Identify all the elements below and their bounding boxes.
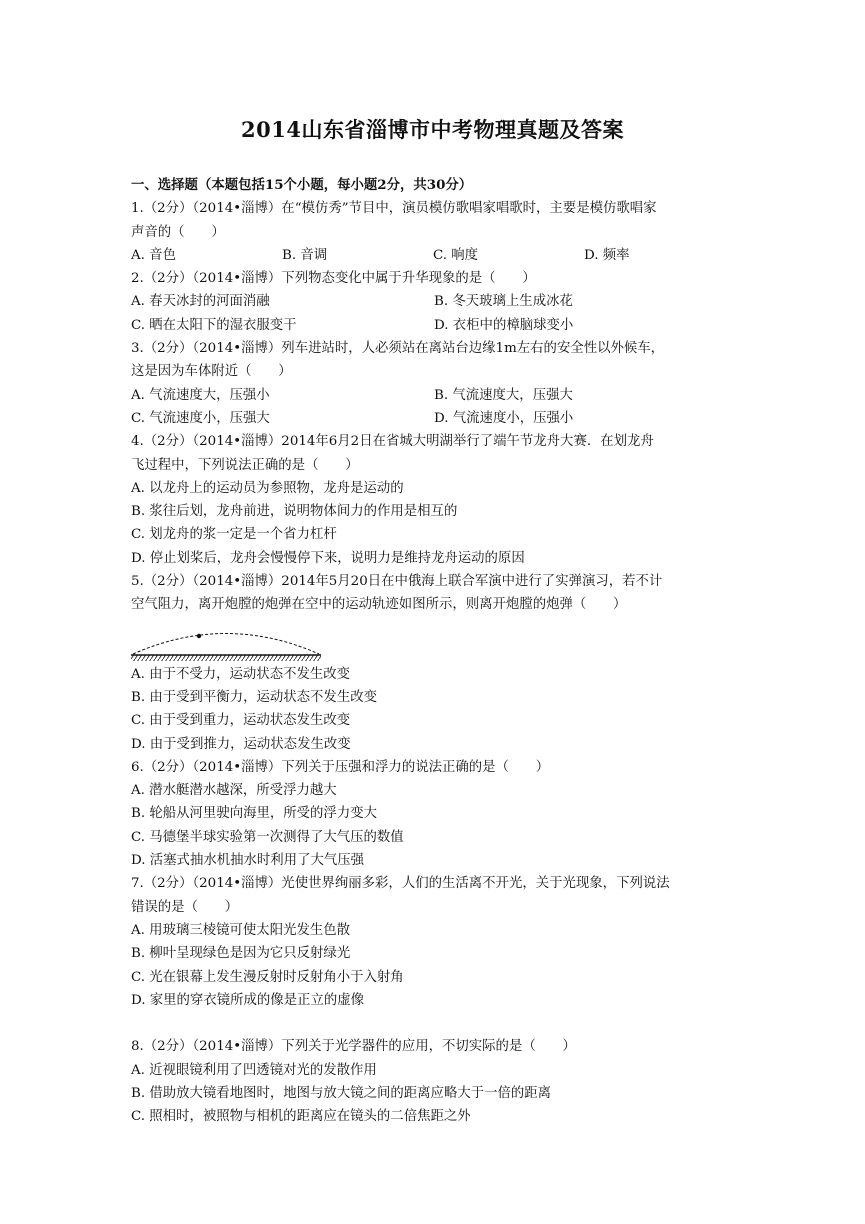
q8-option-c: C. 照相时，被照物与相机的距离应在镜头的二倍焦距之外: [131, 1109, 471, 1125]
trajectory-diagram: [131, 617, 331, 663]
trajectory-arc: [133, 633, 319, 654]
q4-option-d: D. 停止划桨后，龙舟会慢慢停下来，说明力是维持龙舟运动的原因: [131, 550, 525, 566]
q2-option-a: A. 春天冰封的河面消融: [131, 294, 270, 310]
q1-option-a: A. 音色: [131, 247, 176, 263]
document-title: 2014山东省淄博市中考物理真题及答案: [241, 117, 624, 142]
q8-stem: 8.（2分）（2014•淄博）下列关于光学器件的应用，不切实际的是（ ）: [131, 1039, 576, 1055]
q7-option-d: D. 家里的穿衣镜所成的像是正立的虚像: [131, 992, 365, 1008]
q5-option-c: C. 由于受到重力，运动状态发生改变: [131, 713, 351, 729]
q1-stem-line-2: 声音的（ ）: [131, 224, 225, 240]
q8-option-b: B. 借助放大镜看地图时，地图与放大镜之间的距离应略大于一倍的距离: [131, 1085, 552, 1101]
q3-stem-line-1: 3.（2分）（2014•淄博）列车进站时，人必须站在离站台边缘1m左右的安全性以外候车，: [131, 341, 665, 357]
q5-stem-line-1: 5.（2分）（2014•淄博）2014年5月20日在中俄海上联合军演中进行了实弹演习，若不计: [131, 574, 663, 590]
q8-option-a: A. 近视眼镜利用了凹透镜对光的发散作用: [131, 1062, 377, 1078]
q6-option-b: B. 轮船从河里驶向海里，所受的浮力变大: [131, 806, 377, 822]
q7-option-a: A. 用玻璃三棱镜可使太阳光发生色散: [131, 922, 351, 938]
q6-stem: 6.（2分）（2014•淄博）下列关于压强和浮力的说法正确的是（ ）: [131, 759, 550, 775]
q5-stem-line-2: 空气阻力，离开炮膛的炮弹在空中的运动轨迹如图所示，则离开炮膛的炮弹（ ）: [131, 597, 627, 613]
q1-stem-line-1: 1.（2分）（2014•淄博）在“模仿秀”节目中，演员模仿歌唱家唱歌时，主要是模仿歌唱家: [131, 201, 657, 217]
q3-options-row-2: [131, 407, 743, 430]
q3-option-d: D. 气流速度小，压强小: [434, 410, 574, 426]
q3-option-b: B. 气流速度大，压强大: [434, 387, 573, 403]
q2-option-c: C. 晒在太阳下的湿衣服变干: [131, 317, 297, 333]
q1-option-d: D. 频率: [584, 247, 630, 263]
q7-stem-line-1: 7.（2分）（2014•淄博）光使世界绚丽多彩，人们的生活离不开光，关于光现象，下列说法: [131, 876, 670, 892]
q4-stem-line-1: 4.（2分）（2014•淄博）2014年6月2日在省城大明湖举行了端午节龙舟大赛．在划龙舟: [131, 434, 654, 450]
shell-dot: [197, 633, 201, 637]
q1-option-c: C. 响度: [433, 247, 479, 263]
q7-option-c: C. 光在银幕上发生漫反射时反射角小于入射角: [131, 969, 404, 985]
q2-option-d: D. 衣柜中的樟脑球变小: [434, 317, 574, 333]
q7-stem-line-2: 错误的是（ ）: [131, 899, 239, 915]
q1-options: [131, 244, 743, 267]
q2-options-row-1: [131, 290, 743, 313]
q4-option-b: B. 浆往后划，龙舟前进，说明物体间力的作用是相互的: [131, 504, 458, 520]
q4-option-c: C. 划龙舟的浆一定是一个省力杠杆: [131, 527, 337, 543]
ground-hatching: [131, 655, 321, 661]
blank-gap: [131, 1012, 743, 1035]
q2-option-b: B. 冬天玻璃上生成冰花: [434, 294, 573, 310]
q5-option-b: B. 由于受到平衡力，运动状态不发生改变: [131, 689, 377, 705]
q2-stem: 2.（2分）（2014•淄博）下列物态变化中属于升华现象的是（ ）: [131, 271, 536, 287]
q1-option-b: B. 音调: [282, 247, 328, 263]
q6-option-d: D. 活塞式抽水机抽水时利用了大气压强: [131, 853, 365, 869]
section-heading: 一、选择题（本题包括15个小题，每小题2分，共30分）: [131, 177, 473, 193]
q5-option-d: D. 由于受到推力，运动状态发生改变: [131, 736, 351, 752]
q5-option-a: A. 由于不受力，运动状态不发生改变: [131, 666, 351, 682]
question-list: [131, 174, 743, 1129]
q4-option-a: A. 以龙舟上的运动员为参照物，龙舟是运动的: [131, 480, 404, 496]
q3-options-row-1: [131, 384, 743, 407]
q6-option-a: A. 潜水艇潜水越深，所受浮力越大: [131, 783, 337, 799]
q3-option-c: C. 气流速度小，压强大: [131, 410, 270, 426]
q4-stem-line-2: 飞过程中，下列说法正确的是（ ）: [131, 457, 359, 473]
q3-stem-line-2: 这是因为车体附近（ ）: [131, 364, 292, 380]
q2-options-row-2: [131, 314, 743, 337]
q6-option-c: C. 马德堡半球实验第一次测得了大气压的数值: [131, 829, 404, 845]
projectile-trajectory-figure: [131, 617, 743, 663]
q3-option-a: A. 气流速度大，压强小: [131, 387, 270, 403]
q7-option-b: B. 柳叶呈现绿色是因为它只反射绿光: [131, 946, 351, 962]
